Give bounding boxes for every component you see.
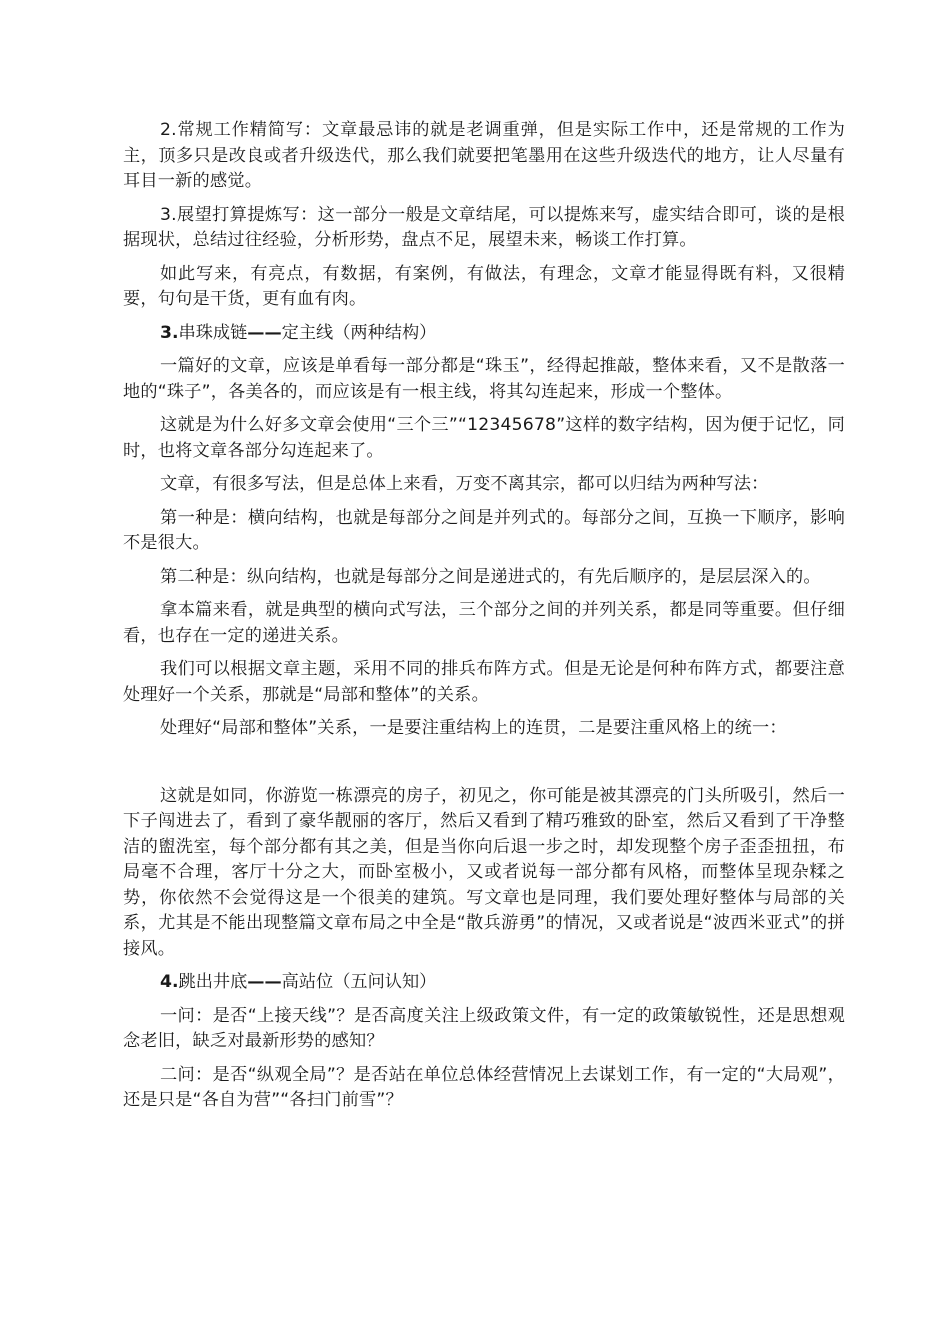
document-body	[123, 118, 845, 1122]
paragraph: 处理好“局部和整体”关系，一是要注重结构上的连贯，二是要注重风格上的统一：	[160, 718, 787, 738]
paragraph: 二问：是否“纵观全局”？是否站在单位总体经营情况上去谋划工作，有一定的“大局观”，还是只是“各自为营”“各扫门前雪”？	[123, 1064, 845, 1110]
heading-number: 4.	[160, 972, 179, 992]
blank-line	[123, 750, 845, 784]
heading-title: 串珠成链	[178, 322, 248, 343]
heading-number: 3.	[160, 322, 179, 343]
paragraph: 我们可以根据文章主题，采用不同的排兵布阵方式。但是无论是何种布阵方式，都要注意处理好一个关系，那就是“局部和整体”的关系。	[123, 659, 845, 705]
paragraph: 2.常规工作精简写：文章最忌讳的就是老调重弹，但是实际工作中，还是常规的工作为主，顶多只是改良或者升级迭代，那么我们就要把笔墨用在这些升级迭代的地方，让人尽量有耳目一新的感觉。	[123, 120, 845, 191]
paragraph: 文章，有很多写法，但是总体上来看，万变不离其宗，都可以归结为两种写法：	[160, 474, 769, 494]
section-heading-3	[123, 321, 845, 347]
paragraph: 如此写来，有亮点，有数据，有案例，有做法，有理念，文章才能显得既有料，又很精要，句句是干货，更有血有肉。	[123, 263, 845, 309]
heading-dash: ——	[247, 322, 282, 343]
paragraph: 3.展望打算提炼写：这一部分一般是文章结尾，可以提炼来写，虚实结合即可，谈的是根据现状，总结过往经验，分析形势，盘点不足，展望未来，畅谈工作打算。	[123, 204, 845, 250]
paragraph: 一篇好的文章，应该是单看每一部分都是“珠玉”，经得起推敲，整体来看，又不是散落一地的“珠子”，各美各的，而应该是有一根主线，将其勾连起来，形成一个整体。	[123, 356, 845, 402]
paragraph: 这就是为什么好多文章会使用“三个三”“12345678”这样的数字结构，因为便于记忆，同时，也将文章各部分勾连起来了。	[123, 415, 845, 461]
heading-title: 跳出井底	[178, 972, 248, 992]
heading-subtitle: 定主线（两种结构）	[281, 322, 437, 343]
paragraph: 一问：是否“上接天线”？是否高度关注上级政策文件，有一定的政策敏锐性，还是思想观念老旧，缺乏对最新形势的感知？	[123, 1005, 845, 1051]
paragraph: 第二种是：纵向结构，也就是每部分之间是递进式的，有先后顺序的，是层层深入的。	[160, 566, 821, 587]
paragraph: 拿本篇来看，就是典型的横向式写法，三个部分之间的并列关系，都是同等重要。但仔细看，也存在一定的递进关系。	[123, 600, 845, 646]
section-heading-4	[123, 970, 845, 996]
heading-subtitle: 高站位（五问认知）	[281, 972, 437, 992]
paragraph: 这就是如同，你游览一栋漂亮的房子，初见之，你可能是被其漂亮的门头所吸引，然后一下子闯进去了，看到了豪华靓丽的客厅，然后又看到了精巧雅致的卧室，然后又看到了干净整洁的盥洗室，每个部分都有其之美，但是当你向后退一步之时，却发现整个房子歪歪扭扭，布局毫不合理，客厅十分之大，而卧室极小，又或者说每一部分都有风格，而整体呈现杂糅之势，你依然不会觉得这是一个很美的建筑。写文章也是同理，我们要处理好整体与局部的关系，尤其是不能出现整篇文章布局之中全是“散兵游勇”的情况，又或者说是“波西米亚式”的拼接风。	[123, 785, 845, 959]
heading-dash: ——	[247, 972, 282, 992]
paragraph: 第一种是：横向结构，也就是每部分之间是并列式的。每部分之间，互换一下顺序，影响不是很大。	[123, 507, 845, 553]
